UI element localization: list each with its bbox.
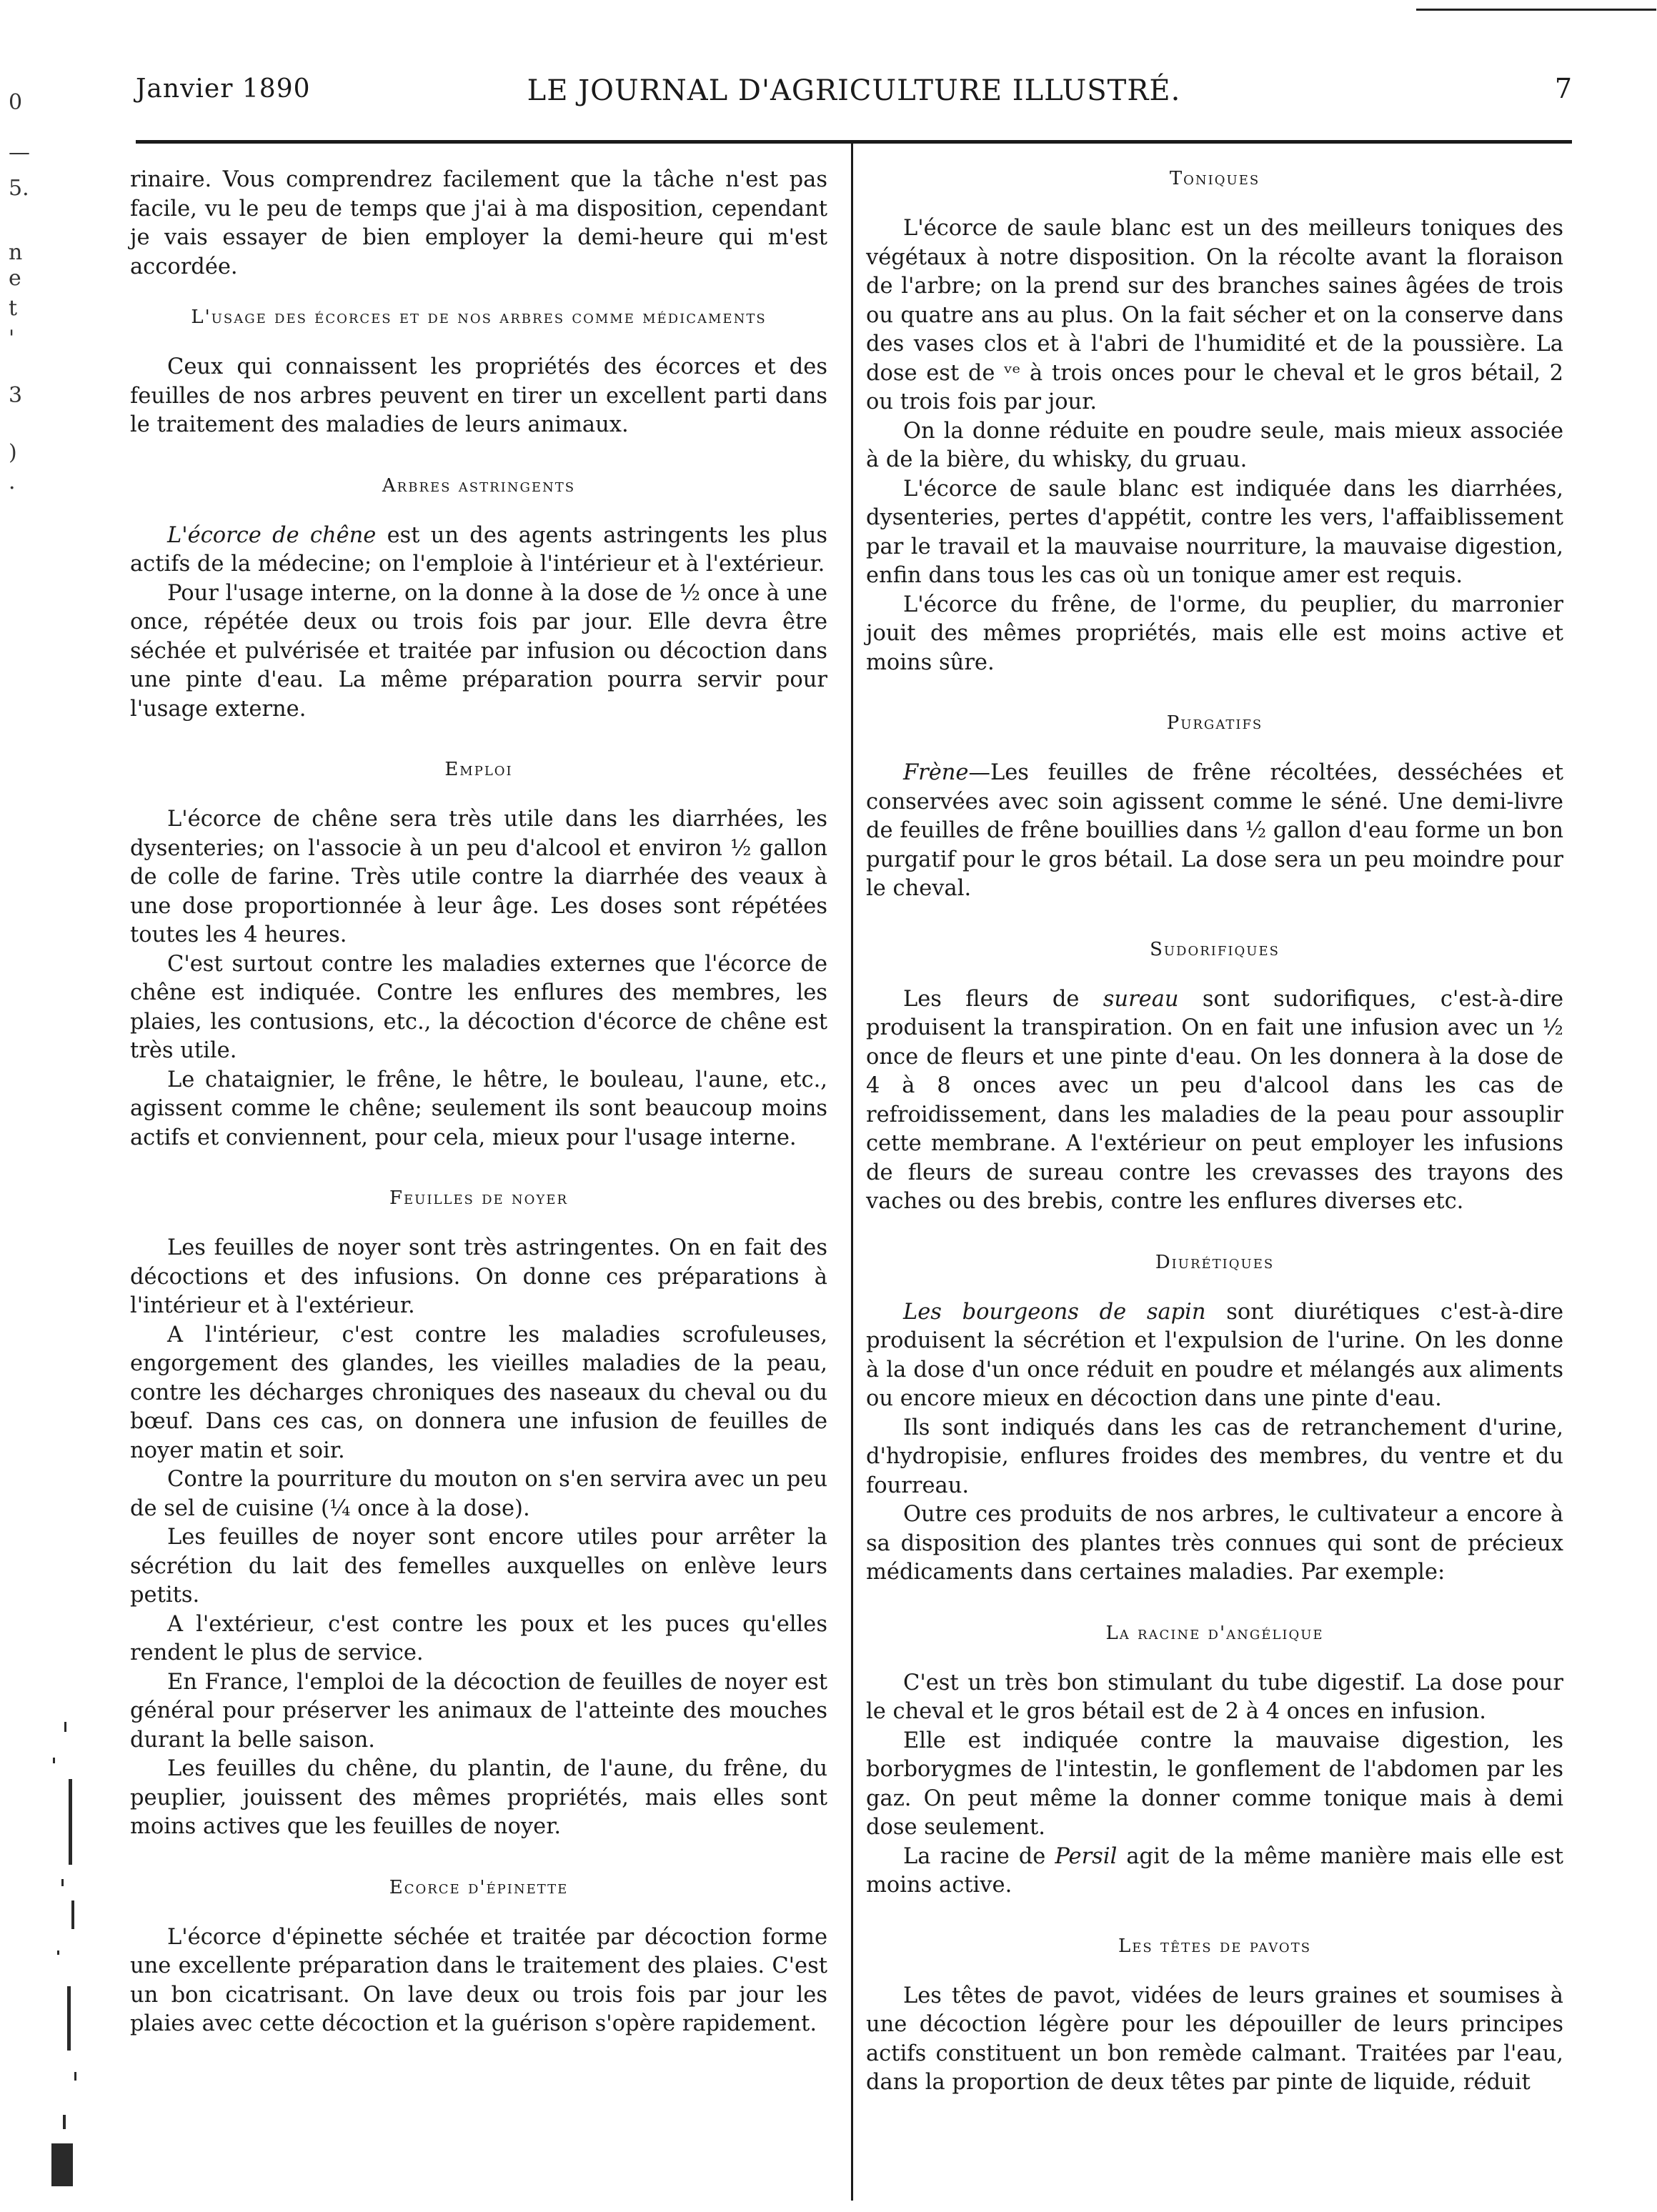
section-heading: Emploi (444, 759, 513, 780)
section-heading: Toniques (1169, 168, 1260, 189)
paragraph: Les bourgeons de sapin sont diurétiques c'est-à-dire produisent la sécrétion et l'expulsion de l'urine. On les donne à la dose d'un once réduit en poudre et mélangés aux aliments ou encore mieux en décoction dans une pinte d'eau. (866, 1299, 1563, 1411)
paragraph: Les feuilles du chêne, du plantin, de l'aune, du frêne, du peuplier, jouissent des mêmes propriétés, mais elles sont moins actives que les feuilles de noyer. (130, 1756, 827, 1839)
italic-term: sureau (1103, 986, 1179, 1012)
paragraph: En France, l'emploi de la décoction de feuilles de noyer est général pour préserver les animaux de l'atteinte des mouches durant la belle saison. (130, 1669, 827, 1753)
margin-mark: ' (9, 326, 15, 351)
section-heading: Ecorce d'épinette (389, 1876, 569, 1898)
paragraph: Les têtes de pavot, vidées de leurs graines et soumises à une décoction légère pour les dépouiller de leurs principes actifs constituent un bon remède calmant. Traitées par l'eau, dans la proportion de deux têtes par pinte de liquide, réduit (866, 1983, 1563, 2095)
paragraph: Ils sont indiqués dans les cas de retranchement d'urine, d'hydropisie, enflures froides des membres, du ventre et du fourreau. (866, 1415, 1563, 1498)
paragraph: L'écorce de chêne sera très utile dans les diarrhées, les dysenteries; on l'associe à un peu d'alcool et environ ½ gallon de colle de farine. Très utile contre la diarrhée des veaux à une dose proportionnée à leur âge. Les doses sont répétées toutes les 4 heures. (130, 807, 827, 947)
right-column (866, 166, 1563, 2098)
header-date: Janvier 1890 (136, 74, 311, 104)
section-heading: L'usage des écorces et de nos arbres comme médicaments (191, 307, 767, 328)
paragraph: Outre ces produits de nos arbres, le cultivateur a encore à sa disposition des plantes très connues qui sont de précieux médicaments dans certaines maladies. Par exemple: (866, 1502, 1563, 1585)
paragraph: L'écorce de saule blanc est indiquée dans les diarrhées, dysenteries, pertes d'appétit, contre les vers, l'affaiblissement par le travail et la mauvaise nourriture, la mauvaise digestion, enfin dans tous les cas où un tonique amer est requis. (866, 476, 1563, 588)
italic-term: L'écorce de chêne (167, 522, 377, 548)
italic-term: Persil (1055, 1843, 1118, 1869)
paragraph: On la donne réduite en poudre seule, mais mieux associée à de la bière, du whisky, du gruau. (866, 418, 1563, 472)
paragraph: Contre la pourriture du mouton on s'en servira avec un peu de sel de cuisine (¼ once à la dose). (130, 1467, 827, 1521)
paragraph: Les feuilles de noyer sont encore utiles pour arrêter la sécrétion du lait des femelles auxquelles on enlève leurs petits. (130, 1525, 827, 1608)
margin-mark: · (9, 476, 16, 501)
paragraph: A l'intérieur, c'est contre les maladies scrofuleuses, engorgement des glandes, les vieilles maladies de la peau, contre les décharges chroniques des naseaux du cheval ou du bœuf. Dans ces cas, on donnera une infusion de feuilles de noyer matin et soir. (130, 1322, 827, 1463)
paragraph: La racine de Persil agit de la même manière mais elle est moins active. (866, 1843, 1563, 1898)
paragraph: L'écorce de chêne est un des agents astringents les plus actifs de la médecine; on l'emploie à l'intérieur et à l'extérieur. (130, 522, 828, 577)
margin-mark: 3 (9, 383, 23, 408)
paragraph: Ceux qui connaissent les propriétés des écorces et des feuilles de nos arbres peuvent en tirer un excellent parti dans le traitement des maladies de leurs animaux. (130, 354, 827, 437)
margin-mark: ) (9, 440, 17, 465)
margin-mark: t (9, 296, 18, 321)
section-heading: Purgatifs (1166, 712, 1263, 734)
paragraph: rinaire. Vous comprendrez facilement que la tâche n'est pas facile, vu le peu de temps que j'ai à ma disposition, cependant je vais essayer de bien employer la demi-heure qui m'est accordée. (130, 167, 827, 279)
section-heading: Diurétiques (1155, 1251, 1275, 1273)
left-column (130, 166, 827, 2039)
top-right-rule (1416, 9, 1656, 11)
section-heading: Arbres astringents (382, 474, 576, 497)
page-number: 7 (1554, 73, 1572, 104)
paragraph: L'écorce du frêne, de l'orme, du peuplier, du marronier jouit des mêmes propriétés, mais elle est moins active et moins sûre. (866, 592, 1563, 675)
paragraph: Frène—Les feuilles de frêne récoltées, desséchées et conservées avec soin agissent comme le séné. Une demi-livre de feuilles de frêne bouillies dans ½ gallon d'eau forme un bon purgatif pour le gros bétail. La dose sera un peu moindre pour le cheval. (866, 760, 1563, 901)
paragraph: Le chataignier, le frêne, le hêtre, le bouleau, l'aune, etc., agissent comme le chêne; seulement ils sont beaucoup moins actifs et conviennent, pour cela, mieux pour l'usage interne. (130, 1067, 827, 1150)
section-heading: Feuilles de noyer (389, 1187, 569, 1209)
page-header (136, 74, 1572, 111)
paragraph: Pour l'usage interne, on la donne à la dose de ½ once à une once, répétée deux ou trois fois par jour. Elle devra être séchée et pulvérisée et traitée par infusion ou décoction dans une pinte d'eau. La même préparation pourra servir pour l'usage externe. (130, 580, 827, 722)
margin-mark: 5. (9, 176, 29, 201)
column-divider (851, 143, 853, 2201)
section-heading: Sudorifiques (1150, 938, 1280, 960)
paragraph: L'écorce d'épinette séchée et traitée par décoction forme une excellente préparation dans le traitement des plaies. C'est un bon cicatrisant. On lave deux ou trois fois par jour les plaies avec cette décoction et la guérison s'opère rapidement. (130, 1924, 827, 2036)
section-heading: La racine d'angélique (1105, 1622, 1324, 1644)
header-rule (136, 140, 1572, 144)
italic-term: Frène (903, 760, 969, 785)
paragraph: Elle est indiquée contre la mauvaise digestion, les borborygmes de l'intestin, le gonflement de l'abdomen par les gaz. On peut même la donner comme tonique mais à demi dose seulement. (866, 1728, 1563, 1840)
paragraph: Les fleurs de sureau sont sudorifiques, c'est-à-dire produisent la transpiration. On en fait une infusion avec un ½ once de fleurs et une pinte d'eau. On les donnera à la dose de 4 à 8 onces avec un peu d'alcool dans les cas de refroidissement, dans les maladies de la peau pour assouplir cette membrane. A l'extérieur on peut employer les infusions de fleurs de sureau contre les crevasses des trayons des vaches ou des brebis, contre les enflures diverses etc. (866, 986, 1563, 1214)
italic-term: Les bourgeons de sapin (903, 1299, 1206, 1325)
paragraph: A l'extérieur, c'est contre les poux et les puces qu'elles rendent le plus de service. (130, 1611, 827, 1665)
margin-mark: e (9, 266, 21, 291)
margin-mark: n (9, 240, 23, 265)
paragraph: L'écorce de saule blanc est un des meilleurs toniques des végétaux à notre disposition. On la récolte avant la floraison de l'arbre; on la prend sur des branches saines âgées de trois ou quatre ans au plus. On la fait sécher et on la conserve dans des vases clos et à l'abri de l'humidité et de la poussière. La dose est de ᵛᵉ à trois onces pour le cheval et le gros bétail, 2 ou trois fois par jour. (866, 216, 1563, 414)
binding-edge-marks (43, 1715, 91, 2208)
section-heading: Les têtes de pavots (1118, 1935, 1312, 1957)
margin-mark: — (9, 140, 30, 165)
paragraph: C'est surtout contre les maladies externes que l'écorce de chêne est indiquée. Contre les enflures des membres, les plaies, les contusions, etc., la décoction d'écorce de chêne est très utile. (130, 951, 827, 1063)
margin-mark: 0 (9, 90, 23, 115)
paragraph: Les feuilles de noyer sont très astringentes. On en fait des décoctions et des infusions. On donne ces préparations à l'intérieur et à l'extérieur. (130, 1235, 827, 1318)
journal-title: LE JOURNAL D'AGRICULTURE ILLUSTRÉ. (527, 74, 1181, 107)
paragraph: C'est un très bon stimulant du tube digestif. La dose pour le cheval et le gros bétail est de 2 à 4 onces en infusion. (866, 1670, 1563, 1724)
